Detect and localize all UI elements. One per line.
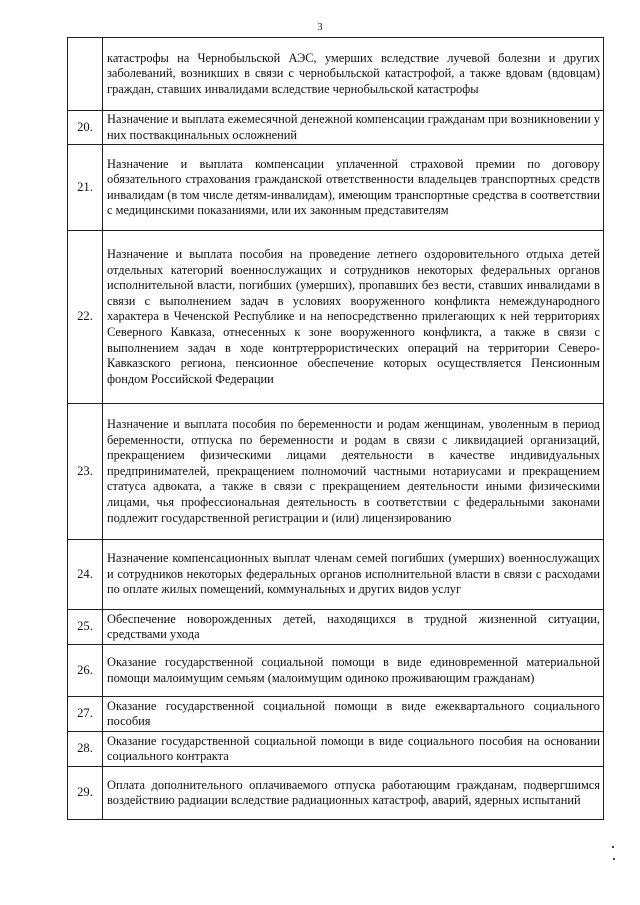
row-number: 22. [68,231,103,404]
scan-speck [613,858,615,860]
table-row [68,645,604,697]
row-number: 26. [68,645,103,697]
scan-speck [612,846,614,848]
service-description: Назначение компенсационных выплат членам семей погибших (умерших) военнослужащих и сотрудников некоторых федеральных органов исполнительной власти в связи с расходами по оплате жилых помещений, коммунальных и других видов услуг [103,540,604,610]
service-description: Назначение и выплата пособия по беременности и родам женщинам, уволенным в период беременности, отпуска по беременности и родам в связи с ликвидацией организаций, прекращением физическими лицами деятельности в качестве индивидуальных предпринимателей, прекращением полномочий частными нотариусами и прекращением статуса адвоката, а также в связи с прекращением деятельности иными физическими лицами, чья профессиональная деятельность в соответствии с федеральными законами подлежит государственной регистрации и (или) лицензированию [103,404,604,540]
row-number: 29. [68,767,103,820]
service-description: Обеспечение новорожденных детей, находящихся в трудной жизненной ситуации, средствами ухода [103,610,604,645]
table-row [68,610,604,645]
table-row [68,540,604,610]
table-row [68,697,604,732]
service-description: Оказание государственной социальной помощи в виде единовременной материальной помощи малоимущим семьям (малоимущим одиноко проживающим гражданам) [103,645,604,697]
row-number: 24. [68,540,103,610]
table-row [68,111,604,145]
row-number [68,38,103,111]
table-row [68,145,604,231]
service-description: Оплата дополнительного оплачиваемого отпуска работающим гражданам, подвергшимся воздействию радиации вследствие радиационных катастроф, аварий, ядерных испытаний [103,767,604,820]
service-description: катастрофы на Чернобыльской АЭС, умерших вследствие лучевой болезни и других заболеваний, возникших в связи с чернобыльской катастрофой, а также вдовам (вдовцам) граждан, ставших инвалидами вследствие чернобыльской катастрофы [103,38,604,111]
service-description: Назначение и выплата компенсации уплаченной страховой премии по договору обязательного страхования гражданской ответственности владельцев транспортных средств инвалидам (в том числе детям-инвалидам), имеющим транспортные средства в соответствии с медицинскими показаниями, или их законным представителям [103,145,604,231]
table-row [68,404,604,540]
table-row [68,231,604,404]
page-number: 3 [317,22,323,33]
service-description: Оказание государственной социальной помощи в виде социального пособия на основании социального контракта [103,732,604,767]
row-number: 23. [68,404,103,540]
row-number: 20. [68,111,103,145]
service-description: Назначение и выплата ежемесячной денежной компенсации гражданам при возникновении у них поствакцинальных осложнений [103,111,604,145]
table-row [68,732,604,767]
row-number: 28. [68,732,103,767]
service-description: Оказание государственной социальной помощи в виде ежеквартального социального пособия [103,697,604,732]
service-description: Назначение и выплата пособия на проведение летнего оздоровительного отдыха детей отдельных категорий военнослужащих и сотрудников некоторых федеральных органов исполнительной власти, погибших (умерших), пропавших без вести, ставших инвалидами в связи с выполнением задач в условиях вооруженного конфликта немеждународного характера в Чеченской Республике и на непосредственно прилегающих к ней территориях Северного Кавказа, отнесенных к зоне вооруженного конфликта, а также в связи с выполнением задач в ходе контртеррористических операций на территории Северо-Кавказского региона, пенсионное обеспечение которых осуществляется Пенсионным фондом Российской Федерации [103,231,604,404]
services-table [67,37,604,820]
table-row [68,38,604,111]
row-number: 21. [68,145,103,231]
row-number: 27. [68,697,103,732]
table-row [68,767,604,820]
row-number: 25. [68,610,103,645]
